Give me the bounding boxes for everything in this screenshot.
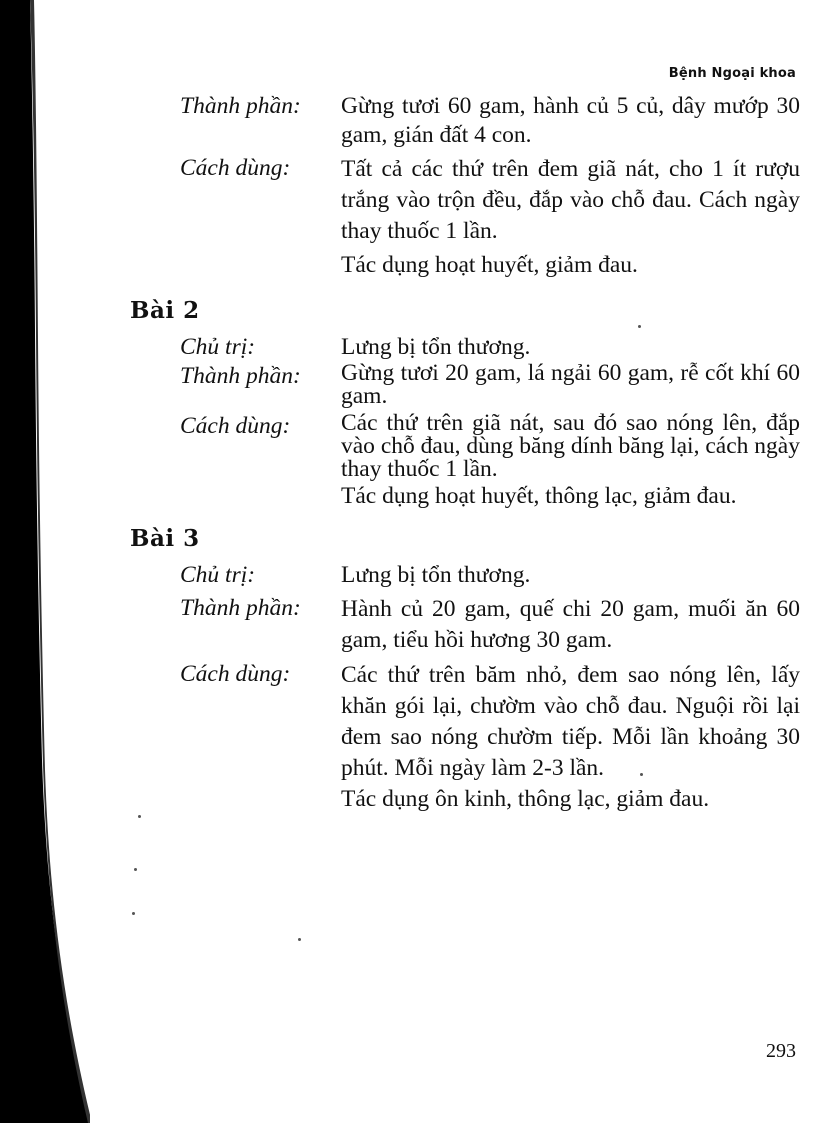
remedy-2-indication-row (130, 333, 800, 362)
scan-speck (132, 912, 135, 915)
effect-text: Tác dụng hoạt huyết, thông lạc, giảm đau. (341, 483, 737, 509)
scan-speck (298, 938, 301, 941)
effect-text: Tác dụng ôn kinh, thông lạc, giảm đau. (341, 786, 710, 812)
usage-label: Cách dùng: (180, 413, 291, 439)
remedy-3-usage-row (130, 660, 800, 784)
ingredients-label: Thành phần: (180, 363, 301, 389)
scan-speck (134, 868, 137, 871)
page-content (130, 92, 800, 815)
ingredients-text: Hành củ 20 gam, quế chi 20 gam, muối ăn 60 gam, tiểu hồi hương 30 gam. (341, 596, 800, 653)
book-binding-shadow (0, 0, 90, 1123)
ingredients-text: Gừng tươi 60 gam, hành củ 5 củ, dây mướp 30 gam, gián đất 4 con. (341, 93, 800, 148)
ingredients-label: Thành phần: (180, 595, 301, 621)
indication-label: Chủ trị: (180, 562, 256, 588)
remedy-2-heading: Bài 2 (130, 297, 200, 324)
running-header: Bệnh Ngoại khoa (668, 66, 796, 81)
effect-text: Tác dụng hoạt huyết, giảm đau. (341, 252, 638, 278)
scan-speck (138, 815, 141, 818)
usage-text: Các thứ trên băm nhỏ, đem sao nóng lên, lấy khăn gói lại, chườm vào chỗ đau. Nguội rồi lại đem sao nóng chườm tiếp. Mỗi lần khoảng 30 phút. Mỗi ngày làm 2-3 lần. (341, 662, 800, 781)
scan-speck (638, 325, 641, 328)
indication-text: Lưng bị tổn thương. (341, 562, 531, 588)
ingredients-text: Gừng tươi 20 gam, lá ngải 60 gam, rễ cốt khí 60 gam. (341, 360, 800, 409)
remedy-3-heading: Bài 3 (130, 525, 200, 552)
usage-text: Các thứ trên giã nát, sau đó sao nóng lên, đắp vào chỗ đau, dùng băng dính băng lại, cách ngày thay thuốc 1 lần. (341, 410, 800, 482)
indication-label: Chủ trị: (180, 334, 256, 360)
ingredients-label: Thành phần: (180, 93, 301, 119)
remedy-3-indication-row (130, 561, 800, 590)
usage-text: Tất cả các thứ trên đem giã nát, cho 1 ít rượu trắng vào trộn đều, đắp vào chỗ đau. Cách ngày thay thuốc 1 lần. (341, 156, 800, 244)
remedy-2-usage-row (130, 412, 800, 481)
remedy-2-ingredients-row (130, 362, 800, 408)
scan-speck (640, 773, 643, 776)
continuation-usage-row (130, 154, 800, 247)
usage-label: Cách dùng: (180, 661, 291, 687)
usage-label: Cách dùng: (180, 155, 291, 181)
remedy-3-ingredients-row (130, 594, 800, 656)
page-number: 293 (766, 1040, 796, 1062)
continuation-ingredients-row (130, 92, 800, 150)
indication-text: Lưng bị tổn thương. (341, 334, 531, 360)
